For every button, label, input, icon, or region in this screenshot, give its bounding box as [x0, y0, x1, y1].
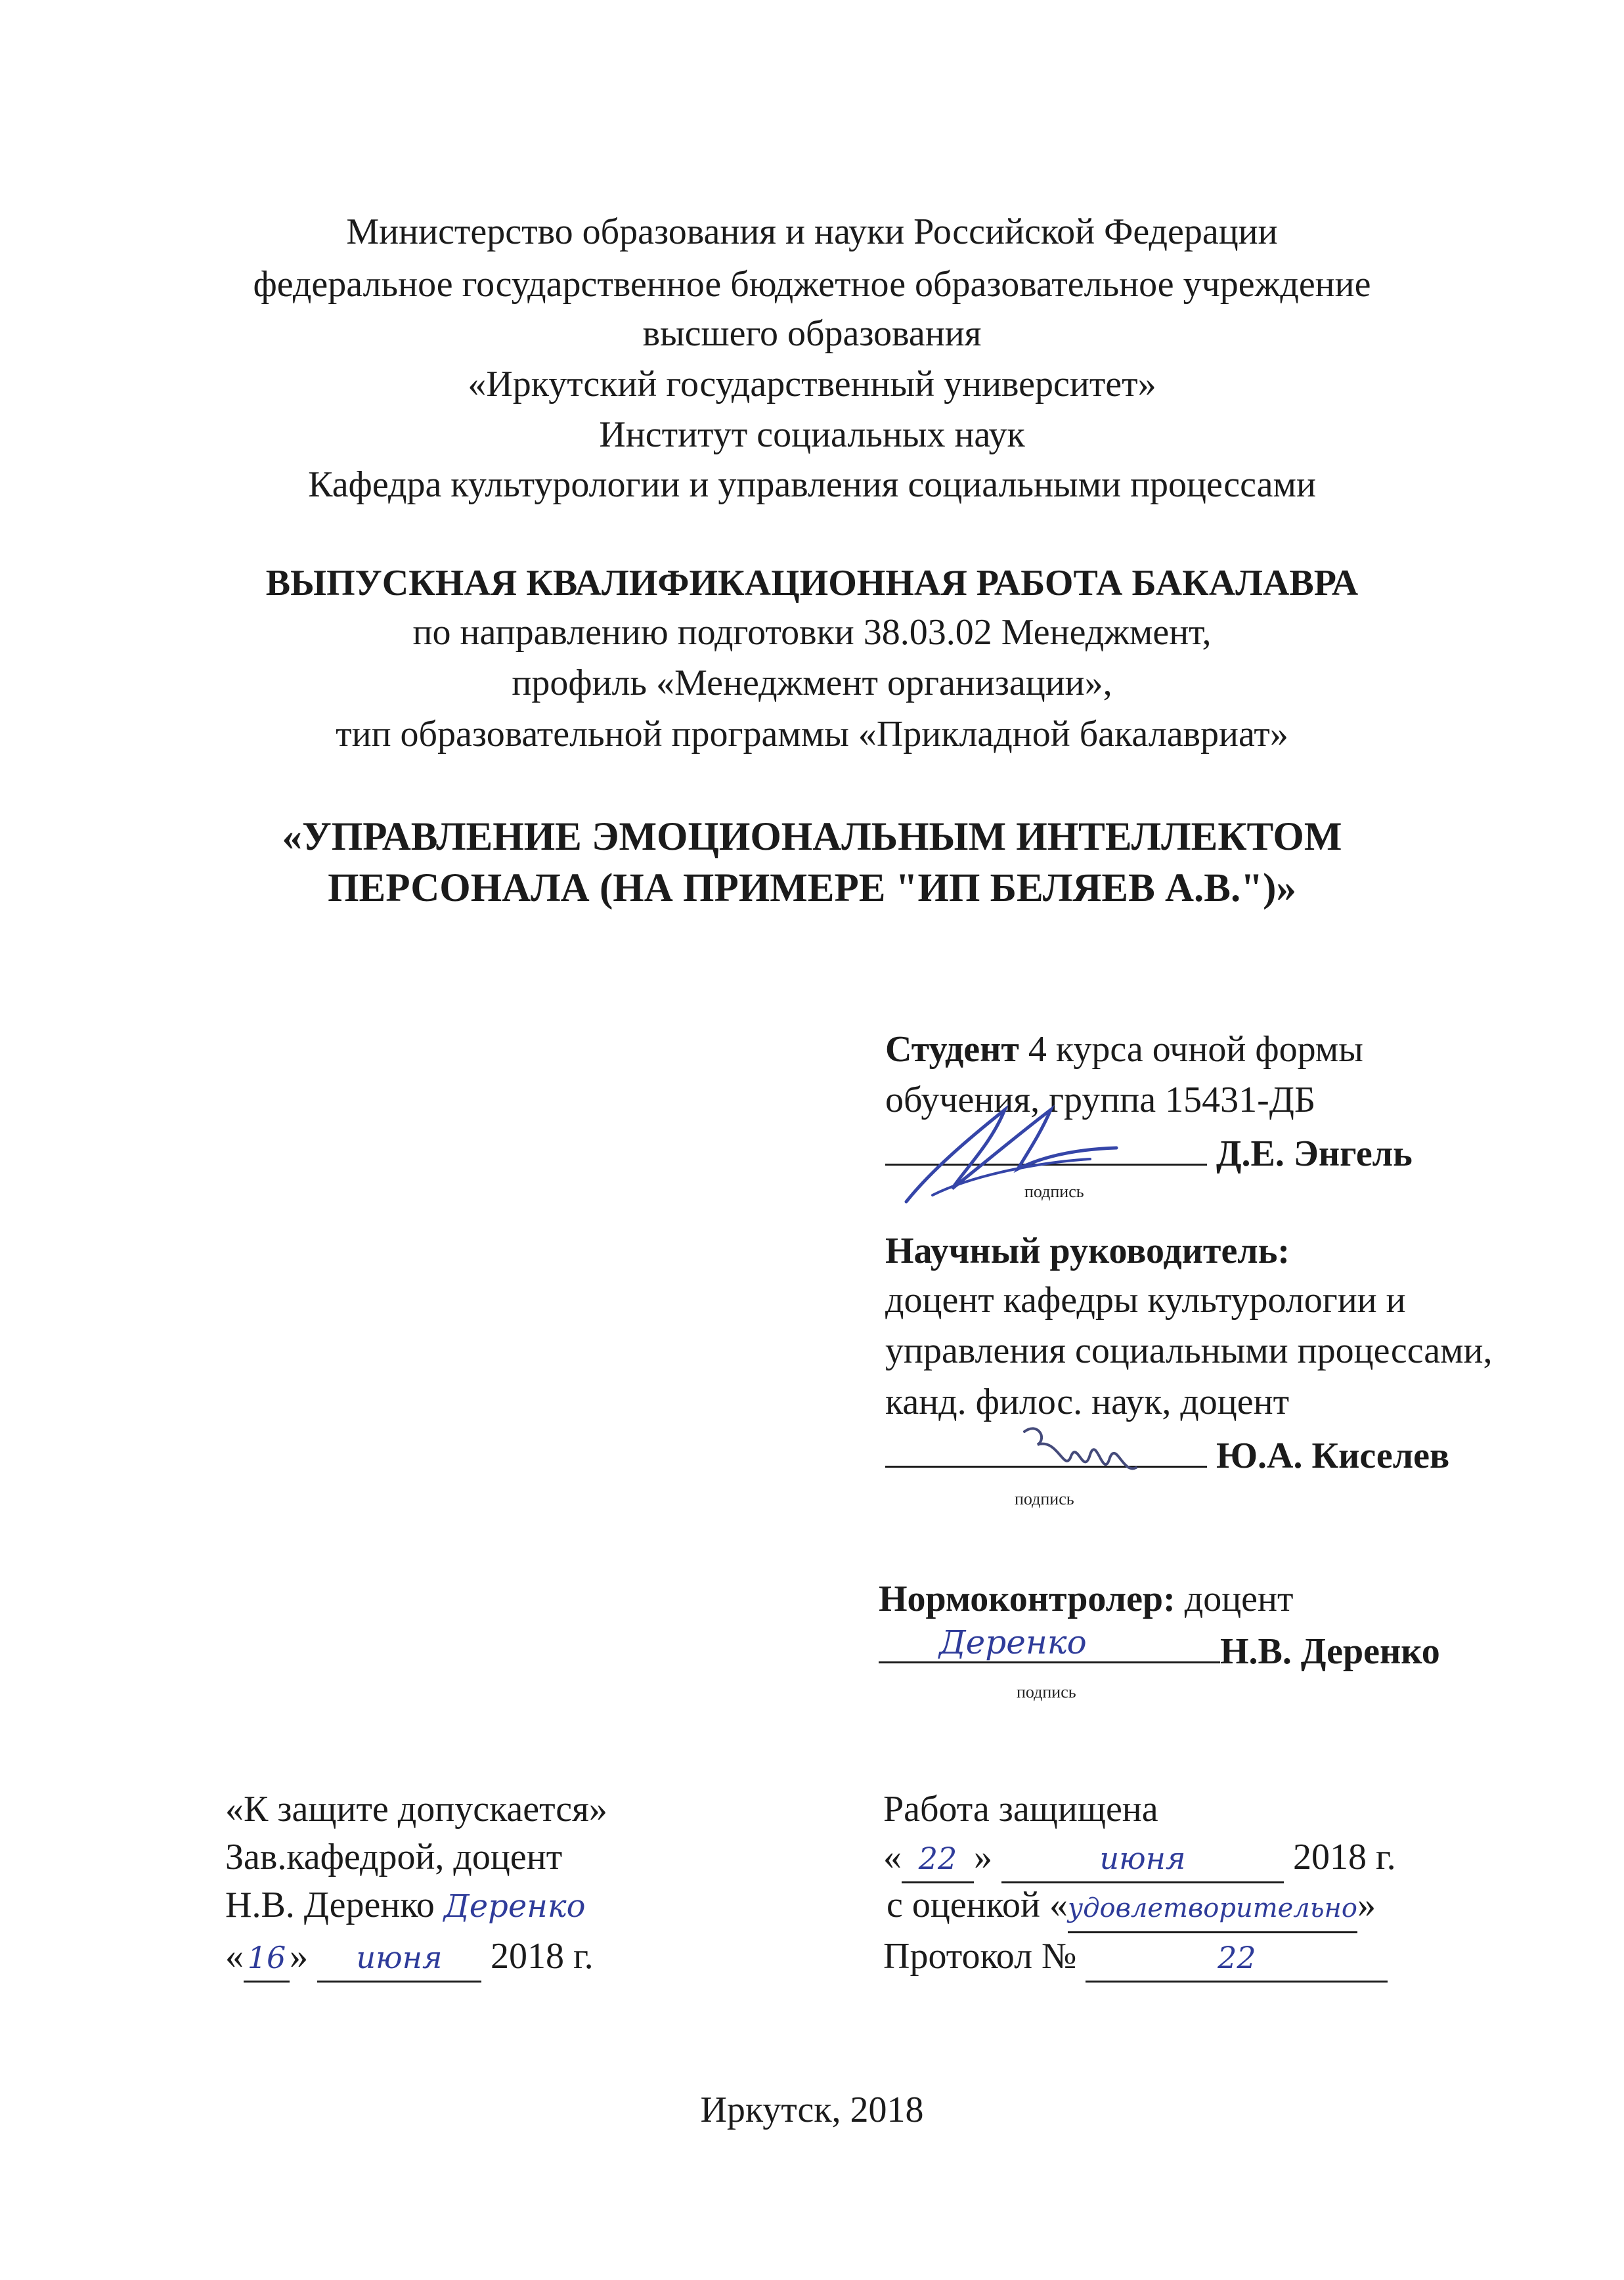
- institution-type-line: федеральное государственное бюджетное образовательное учреждение: [253, 264, 1371, 305]
- department-line: Кафедра культурологии и управления социальными процессами: [308, 464, 1316, 505]
- admission-month: июня: [317, 1935, 481, 1983]
- defense-year: 2018 г.: [1293, 1837, 1396, 1877]
- supervisor-signature-caption: подпись: [1015, 1489, 1074, 1508]
- defense-day: 22: [902, 1835, 974, 1883]
- work-type-heading: ВЫПУСКНАЯ КВАЛИФИКАЦИОННАЯ РАБОТА БАКАЛАВРА: [265, 563, 1359, 603]
- supervisor-signature-line: [885, 1432, 1449, 1479]
- protocol-number: 22: [1086, 1935, 1388, 1983]
- supervisor-name: Ю.А. Киселев: [1216, 1436, 1450, 1476]
- admission-head: [225, 1882, 585, 1929]
- university-line: «Иркутский государственный университет»: [468, 364, 1156, 405]
- program-type-line: тип образовательной программы «Прикладной бакалавриат»: [336, 714, 1288, 755]
- student-course: [885, 1026, 1363, 1072]
- date-quote-open: «: [225, 1936, 244, 1977]
- ministry-line: Министерство образования и науки Российской Федерации: [346, 211, 1278, 252]
- profile-line: профиль «Менеджмент организации»,: [512, 663, 1112, 703]
- supervisor-position-1: доцент кафедры культурологии и: [885, 1280, 1406, 1321]
- admission-name: Н.В. Деренко: [225, 1885, 435, 1925]
- admission-year: 2018 г.: [491, 1936, 594, 1977]
- supervisor-signature: [1018, 1418, 1143, 1491]
- supervisor-position-2: управления социальными процессами,: [885, 1330, 1493, 1371]
- institute-line: Институт социальных наук: [599, 414, 1025, 455]
- student-group: обучения, группа 15431-ДБ: [885, 1080, 1316, 1120]
- education-level-line: высшего образования: [642, 313, 982, 354]
- admission-line-2: Зав.кафедрой, доцент: [225, 1837, 563, 1877]
- grade-close: »: [1357, 1885, 1376, 1925]
- norm-controller-signature-caption: подпись: [1017, 1682, 1076, 1701]
- defense-date: [883, 1834, 1396, 1883]
- direction-line: по направлению подготовки 38.03.02 Менеджмент,: [412, 612, 1212, 653]
- protocol-label: Протокол №: [883, 1936, 1077, 1977]
- defense-grade: [887, 1882, 1376, 1933]
- admission-date: [225, 1933, 594, 1983]
- supervisor-label: Научный руководитель:: [885, 1231, 1290, 1271]
- norm-controller-label: Нормоконтролер:: [879, 1579, 1175, 1619]
- student-signature-caption: подпись: [1024, 1182, 1084, 1201]
- admission-line-1: «К защите допускается»: [225, 1789, 607, 1830]
- grade-value: удовлетворительно: [1068, 1885, 1357, 1933]
- student-label: Студент: [885, 1029, 1019, 1070]
- norm-controller-signature: Деренко: [939, 1623, 1087, 1661]
- norm-controller-name: Н.В. Деренко: [1220, 1631, 1440, 1672]
- student-course-text: 4 курса очной формы: [1019, 1029, 1363, 1070]
- grade-label: с оценкой «: [887, 1885, 1068, 1925]
- admission-day: 16: [244, 1935, 290, 1983]
- student-name: Д.Е. Энгель: [1216, 1133, 1413, 1174]
- norm-controller: [879, 1576, 1293, 1622]
- city-year: Иркутск, 2018: [700, 2090, 924, 2130]
- defense-line-1: Работа защищена: [883, 1789, 1158, 1830]
- date-quote-close: »: [290, 1936, 308, 1977]
- thesis-title-line-2: ПЕРСОНАЛА (НА ПРИМЕРЕ "ИП БЕЛЯЕВ А.В.")»: [328, 866, 1296, 910]
- defense-month: июня: [1001, 1835, 1284, 1883]
- supervisor-position-3: канд. филос. наук, доцент: [885, 1382, 1290, 1422]
- admission-signature: Деренко: [443, 1888, 586, 1925]
- student-signature: [893, 1097, 1130, 1208]
- date-quote-close: »: [974, 1837, 992, 1877]
- norm-controller-position: доцент: [1175, 1579, 1294, 1619]
- thesis-title-line-1: «УПРАВЛЕНИЕ ЭМОЦИОНАЛЬНЫМ ИНТЕЛЛЕКТОМ: [282, 815, 1342, 859]
- defense-protocol: [883, 1933, 1388, 1983]
- date-quote-open: «: [883, 1837, 902, 1877]
